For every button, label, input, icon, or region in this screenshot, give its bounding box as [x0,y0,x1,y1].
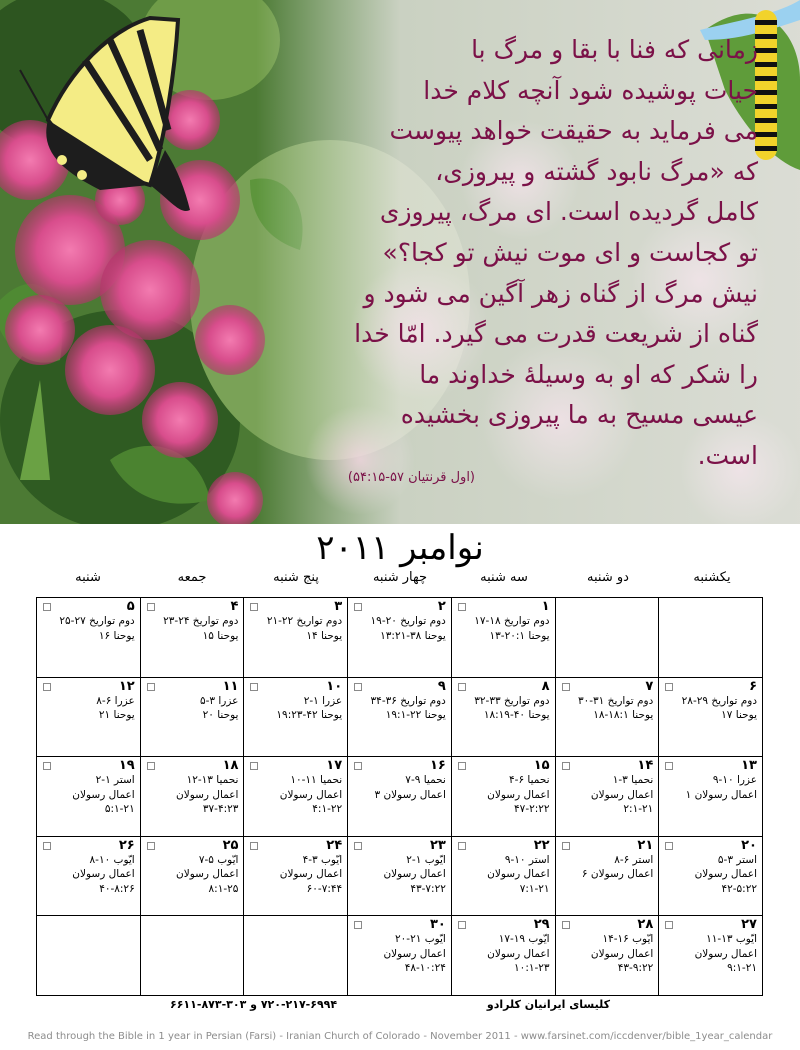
day-number: ۲۴ [326,837,343,853]
day-number: ۲۷ [741,917,757,933]
day-checkbox[interactable] [665,762,673,770]
reading-line: ۴:۱-۲۲ [312,803,343,816]
calendar-day-cell [348,598,452,678]
day-number: ۱۹ [118,758,135,774]
day-checkbox[interactable] [147,603,155,611]
day-checkbox[interactable] [354,683,362,691]
day-number: ۲۲ [533,837,550,853]
reading-line: ایّوب ۲۱-۲۰ [395,933,446,946]
weekday-label: دو شنبه [587,570,629,585]
reading-line: اعمال رسولان [590,947,654,960]
reading-line: ۵:۱-۲۱ [104,803,135,816]
calendar-day-cell [244,598,348,678]
reading-line: اعمال رسولان [694,868,757,881]
day-checkbox[interactable] [250,762,258,770]
day-checkbox[interactable] [458,762,466,770]
day-checkbox[interactable] [43,762,51,770]
reading-line: ایّوب ۱۹-۱۷ [498,933,550,946]
calendar-cell-empty [556,598,660,678]
day-number: ۲۹ [533,917,550,933]
reading-line: ۴۳-۷:۲۲ [410,882,446,895]
reading-line: ۷:۱-۲۱ [519,882,550,895]
reading-line: یوحنا ۴۰-۱۸:۱۹ [483,709,550,722]
reading-line: یوحنا ۲۱ [98,709,135,722]
weekday-label: جمعه [177,570,207,585]
reading-line: دوم تواریخ ۳۱-۳۰ [577,694,654,707]
day-checkbox[interactable] [665,921,673,929]
reading-line: ۲:۱-۲۱ [623,803,654,816]
reading-line: استر ۳-۵ [717,853,757,866]
reading-line: نحمیا ۱۱-۱۰ [290,774,343,787]
reading-line: ۴۳-۹:۲۲ [617,962,654,975]
reading-line: نحمیا ۳-۱ [612,774,654,787]
calendar-day-cell [141,837,245,917]
reading-line: اعمال رسولان [487,868,550,881]
calendar-cell-empty [659,598,763,678]
calendar-day-cell [659,678,763,758]
reading-line: دوم تواریخ ۱۸-۱۷ [474,615,550,627]
day-checkbox[interactable] [562,762,570,770]
day-checkbox[interactable] [458,842,466,850]
bible-verse [240,30,758,477]
reading-line: ۴۰-۸:۲۶ [99,882,135,895]
reading-line: عزرا ۳-۵ [199,694,239,707]
reading-line: اعمال رسولان [176,788,239,801]
reading-line: یوحنا ۲۰:۱-۱۳ [489,629,550,642]
calendar-day-cell [659,837,763,917]
calendar-grid [36,597,763,996]
reading-line: یوحنا ۲۰ [202,709,239,722]
day-number: ۱۵ [533,758,550,774]
day-number: ۶ [749,678,757,694]
calendar-day-cell [244,757,348,837]
reading-line: دوم تواریخ ۲۷-۲۵ [59,615,135,627]
reading-line: ایّوب ۱-۲ [406,853,446,866]
calendar-day-cell [659,757,763,837]
reading-line: استر ۶-۸ [614,853,654,866]
calendar-cell-empty [244,916,348,996]
reading-line: اعمال رسولان ۱ [685,788,757,801]
reading-line: اعمال رسولان [383,947,446,960]
day-number: ۱۲ [118,678,135,694]
reading-line: ۳۷-۴:۲۳ [202,803,239,816]
weekday-label: پنج شنبه [273,570,319,585]
day-checkbox[interactable] [147,762,155,770]
reading-line: دوم تواریخ ۳۳-۳۲ [474,694,550,707]
reading-line: اعمال رسولان [487,788,550,801]
calendar-day-cell [452,916,556,996]
calendar-day-cell [348,757,452,837]
day-checkbox[interactable] [250,683,258,691]
day-checkbox[interactable] [354,603,362,611]
calendar-day-cell [37,678,141,758]
calendar-day-cell [37,837,141,917]
day-checkbox[interactable] [43,683,51,691]
day-number: ۱۷ [326,758,343,774]
calendar-day-cell [348,837,452,917]
verse-line: را شکر که او به وسیلهٔ خداوند ما [419,359,758,389]
day-number: ۹ [437,678,446,694]
verse-line: حیات پوشیده شود آنچه کلام خدا [423,75,758,105]
reading-line: عزرا ۶-۸ [96,694,135,707]
calendar-day-cell [452,598,556,678]
reading-line: دوم تواریخ ۲۰-۱۹ [370,615,446,627]
calendar-day-cell [141,598,245,678]
reading-line: یوحنا ۳۸-۱۳:۲۱ [380,629,446,642]
reading-line: یوحنا ۱۵ [202,629,239,642]
day-checkbox[interactable] [354,762,362,770]
reading-line: اعمال رسولان [487,947,550,960]
weekday-label: سه شنبه [480,570,528,585]
reading-line: یوحنا ۴۲-۱۹:۲۳ [276,709,343,722]
verse-line: کامل گردیده است. ای مرگ، پیروزی [379,197,758,227]
day-checkbox[interactable] [665,683,673,691]
reading-line: نحمیا ۹-۷ [405,774,446,787]
calendar-day-cell [452,757,556,837]
day-number: ۳ [334,599,343,614]
day-number: ۱۳ [741,758,757,774]
weekday-label: چهار شنبه [372,570,428,585]
calendar-day-cell [141,678,245,758]
church-info [170,998,610,1011]
day-checkbox[interactable] [147,683,155,691]
reading-line: یوحنا ۱۴ [306,629,343,642]
reading-line: ایّوب ۱۰-۸ [89,853,135,866]
reading-line: یوحنا ۱۶ [98,629,135,642]
day-number: ۲۱ [637,837,654,853]
day-number: ۷ [645,678,654,694]
page-footer: Read through the Bible in 1 year in Persian (Farsi) - Iranian Church of Colorado - November 2011 - www.farsinet.com/iccdenver/bible_1year_calendar [27,1031,773,1042]
verse-line: که «مرگ نابود گشته و پیروزی، [435,156,758,186]
day-checkbox[interactable] [43,603,51,611]
day-checkbox[interactable] [562,921,570,929]
calendar-day-cell [244,678,348,758]
day-number: ۳۰ [429,917,446,933]
calendar-day-cell [452,837,556,917]
day-checkbox[interactable] [250,603,258,611]
day-number: ۲۸ [637,917,654,933]
day-checkbox[interactable] [250,842,258,850]
reading-line: ایّوب ۵-۷ [198,853,239,866]
reading-line: دوم تواریخ ۲۹-۲۸ [681,694,757,707]
reading-line: اعمال رسولان ۳ [374,788,446,801]
reading-line: عزرا ۱-۲ [303,694,343,707]
reading-line: استر ۱-۲ [95,774,135,787]
weekday-label: شنبه [75,570,101,585]
reading-line: ایّوب ۱۳-۱۱ [706,933,757,946]
reading-line: استر ۱۰-۹ [504,853,550,866]
day-number: ۱ [541,599,550,614]
day-checkbox[interactable] [562,683,570,691]
day-number: ۸ [541,678,550,694]
reading-line: ۶۰-۷:۴۴ [306,882,343,895]
reading-line: اعمال رسولان [383,868,446,881]
verse-line: می فرماید به حقیقت خواهد پیوست [389,116,758,146]
reading-line: اعمال رسولان [279,868,343,881]
verse-reference: (اول قرنتیان ۵۷-۵۴:۱۵) [347,470,475,485]
day-checkbox[interactable] [147,842,155,850]
reading-line: دوم تواریخ ۳۶-۳۴ [370,694,446,707]
reading-line: دوم تواریخ ۲۴-۲۳ [163,615,239,627]
verse-line: گناه از شریعت قدرت می گیرد. امّا خدا [354,319,758,349]
reading-line: ایّوب ۱۶-۱۴ [602,933,654,946]
day-checkbox[interactable] [43,842,51,850]
weekday-label: یکشنبه [693,570,731,585]
day-number: ۲۶ [118,837,135,853]
day-checkbox[interactable] [562,842,570,850]
reading-line: یوحنا ۱۷ [721,709,757,722]
day-number: ۴ [230,599,239,614]
verse-line: نیش مرگ از گناه زهر آگین می شود و [363,278,758,308]
day-checkbox[interactable] [354,921,362,929]
calendar-day-cell [556,678,660,758]
reading-line: اعمال رسولان [176,868,239,881]
reading-line: اعمال رسولان [694,947,757,960]
calendar-day-cell [556,757,660,837]
calendar-day-cell [141,757,245,837]
calendar-day-cell [37,757,141,837]
reading-line: نحمیا ۱۳-۱۲ [186,774,239,787]
reading-line: عزرا ۱۰-۹ [712,774,757,787]
reading-line: ۱۰:۱-۲۳ [514,962,550,975]
reading-line: ۴۲-۵:۲۲ [721,882,757,895]
calendar-cell-empty [141,916,245,996]
calendar-day-cell [348,678,452,758]
day-checkbox[interactable] [458,603,466,611]
weekday-header [36,570,764,590]
day-number: ۱۸ [222,758,239,774]
verse-line: زمانی که فنا با بقا و مرگ با [471,35,758,64]
reading-line: نحمیا ۶-۴ [509,774,550,787]
day-checkbox[interactable] [354,842,362,850]
reading-line: ۴۸-۱۰:۲۴ [404,962,446,975]
day-number: ۵ [126,599,135,614]
reading-line: اعمال رسولان [72,788,135,801]
header-photo [0,0,800,524]
day-number: ۱۶ [429,758,446,774]
reading-line: اعمال رسولان [279,788,343,801]
day-number: ۲۳ [429,837,446,853]
calendar-day-cell [452,678,556,758]
reading-line: ۴۷-۲:۲۲ [514,803,550,816]
calendar-day-cell [556,837,660,917]
reading-line: اعمال رسولان [72,868,135,881]
day-checkbox[interactable] [458,921,466,929]
calendar-day-cell [244,837,348,917]
reading-line: دوم تواریخ ۲۲-۲۱ [266,615,343,627]
reading-line: ۸:۱-۲۵ [208,882,239,895]
reading-line: یوحنا ۲۲-۱۹:۱ [385,709,446,722]
day-number: ۱۴ [637,758,654,774]
verse-line: است. [697,440,758,470]
calendar-day-cell [348,916,452,996]
month-title: نوامبر ۲۰۱۱ [316,528,484,568]
day-number: ۲۵ [222,837,239,853]
day-number: ۱۱ [222,678,239,694]
church-phones: ۷۲۰-۲۱۷-۶۹۹۴ و ۳۰۳-۸۷۳-۶۶۱۱ [170,998,338,1011]
reading-line: اعمال رسولان ۶ [581,868,654,881]
church-name: کلیسای ایرانیان کلرادو [486,998,610,1011]
day-checkbox[interactable] [665,842,673,850]
verse-line: عیسی مسیح به ما پیروزی بخشیده [400,400,758,430]
day-number: ۲ [437,599,446,614]
calendar-day-cell [37,598,141,678]
reading-line: ۹:۱-۲۱ [727,962,757,975]
verse-line: تو کجاست و ای موت نیش تو کجا؟» [382,237,758,267]
day-checkbox[interactable] [458,683,466,691]
reading-line: یوحنا ۱۸:۱-۱۸ [593,709,654,722]
day-number: ۱۰ [326,678,343,694]
calendar-cell-empty [37,916,141,996]
reading-line: اعمال رسولان [590,788,654,801]
calendar-day-cell [556,916,660,996]
reading-line: ایّوب ۳-۴ [302,853,343,866]
calendar-day-cell [659,916,763,996]
day-number: ۲۰ [741,837,757,853]
